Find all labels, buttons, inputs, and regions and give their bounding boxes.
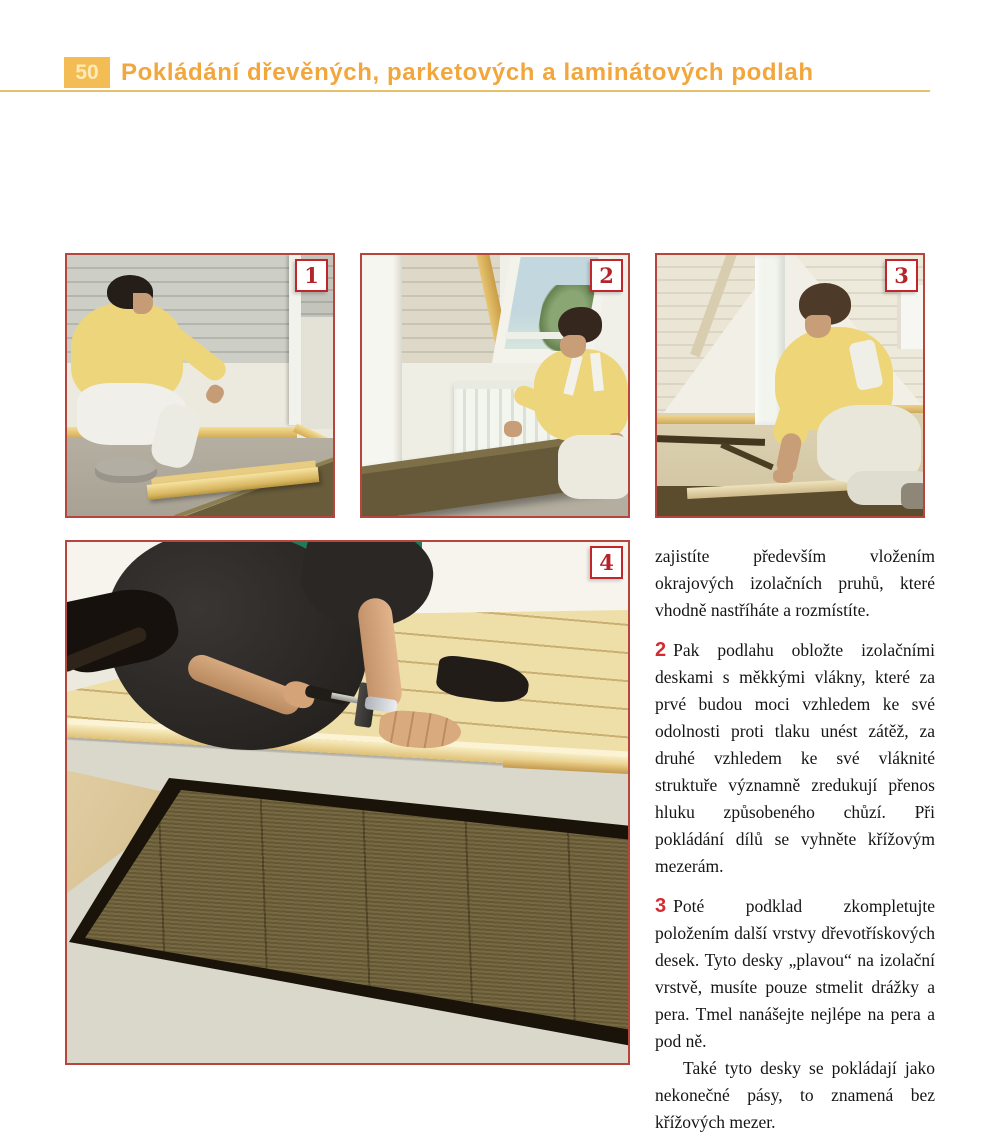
worker-face bbox=[133, 293, 153, 314]
worker-hand bbox=[773, 469, 793, 483]
worker-face bbox=[560, 335, 586, 358]
paragraph bbox=[655, 637, 935, 880]
white-wall-right bbox=[301, 317, 335, 429]
photo-number-badge: 2 bbox=[590, 259, 623, 292]
worker-trousers bbox=[558, 435, 630, 499]
worker-hand bbox=[504, 421, 522, 437]
photo-number-badge: 3 bbox=[885, 259, 918, 292]
photo-number-badge: 4 bbox=[590, 546, 623, 579]
page-title: Pokládání dřevěných, parketových a laminátových podlah bbox=[121, 59, 814, 86]
worker-shoe bbox=[901, 483, 925, 509]
step-number: 3 bbox=[655, 895, 667, 917]
roof-window bbox=[897, 285, 923, 349]
paragraph-text: zajistíte především vložením okrajových izolačních pruhů, které vhodně nastříháte a rozmístíte. bbox=[655, 546, 935, 620]
worker-shoe bbox=[95, 457, 157, 483]
photo-step-4 bbox=[65, 540, 630, 1065]
photo-step-1 bbox=[65, 253, 335, 518]
paragraph-text: Poté podklad zkompletujte položením další vrstvy dřevotřískových desek. Tyto desky „plavou“ na izolační vrstvě, musíte pouze stmelit drážky a pera. Tmel nanášejte nejlépe na pera a pod ně. bbox=[655, 896, 935, 1051]
instruction-text-column bbox=[655, 543, 935, 1136]
paragraph bbox=[655, 1055, 935, 1136]
photo-step-2 bbox=[360, 253, 630, 518]
photo-step-3 bbox=[655, 253, 925, 518]
paragraph bbox=[655, 893, 935, 1055]
page-number-box: 50 bbox=[64, 57, 110, 88]
worker-face bbox=[805, 315, 831, 338]
wood-baseboard-left bbox=[657, 416, 755, 424]
paragraph bbox=[655, 543, 935, 624]
paragraph-text: Také tyto desky se pokládají jako nekonečné pásy, to znamená bez křížových mezer. bbox=[655, 1058, 935, 1132]
step-number: 2 bbox=[655, 639, 667, 661]
header-rule bbox=[0, 90, 930, 92]
paragraph-text: Pak podlahu obložte izolačními deskami s měkkými vlákny, které za prvé budou moci vzhledem ke své odolnosti proti tlaku unést zátěž, za druhé vzhledem ke své vláknité struktuře významně zredukují přenos hluku způsobeného chůzí. Při pokládání dílů se vyhněte křížovým mezerám. bbox=[655, 640, 935, 876]
photo-number-badge: 1 bbox=[295, 259, 328, 292]
